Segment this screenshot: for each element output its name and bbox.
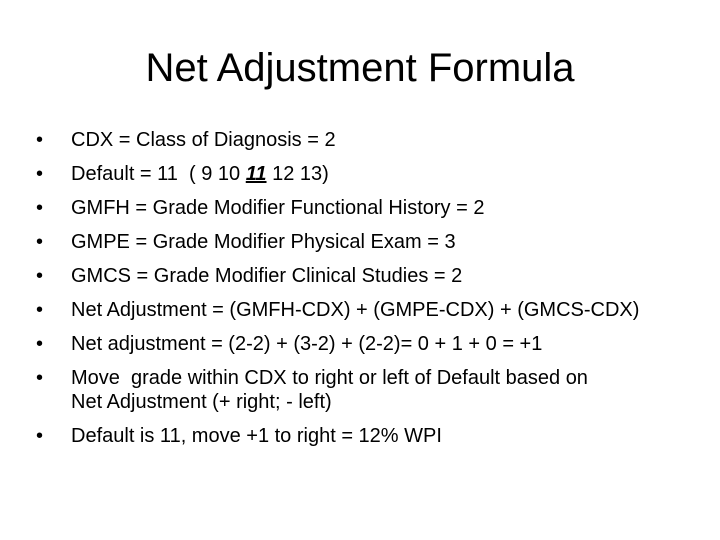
bullet-item-default (36, 162, 696, 186)
bullet-item-net-adjustment-calc (36, 332, 696, 356)
bullet-text (71, 163, 329, 185)
bullet-item-gmfh (36, 196, 696, 220)
bullet-icon: • (36, 265, 44, 287)
bullet-list (36, 128, 696, 458)
bullet-icon: • (36, 163, 44, 185)
bullet-text: Default is 11, move +1 to right = 12% WPI (71, 425, 442, 447)
bullet-icon: • (36, 333, 44, 355)
bullet-item-net-adjustment-formula (36, 298, 696, 322)
bullet-text: CDX = Class of Diagnosis = 2 (71, 129, 336, 151)
bullet-text: Net Adjustment = (GMFH-CDX) + (GMPE-CDX) + (GMCS-CDX) (71, 299, 640, 321)
bullet-icon: • (36, 129, 44, 151)
bullet-icon: • (36, 197, 44, 219)
bullet-item-cdx (36, 128, 696, 152)
bullet-icon: • (36, 299, 44, 321)
bullet-text-pre: Default = 11 ( 9 10 (71, 163, 246, 185)
bullet-item-move-grade (36, 366, 696, 414)
slide-title: Net Adjustment Formula (145, 46, 575, 90)
bullet-text-line1: Move grade within CDX to right or left of Default based on (71, 367, 588, 389)
bullet-text: GMPE = Grade Modifier Physical Exam = 3 (71, 231, 456, 253)
bullet-item-gmpe (36, 230, 696, 254)
bullet-text: GMCS = Grade Modifier Clinical Studies = 2 (71, 265, 463, 287)
bullet-item-gmcs (36, 264, 696, 288)
bullet-text: Net adjustment = (2-2) + (3-2) + (2-2)= 0 + 1 + 0 = +1 (71, 333, 543, 355)
bullet-item-result (36, 424, 696, 448)
bullet-icon: • (36, 367, 44, 389)
bullet-text-line2: Net Adjustment (+ right; - left) (71, 391, 332, 413)
bullet-text: GMFH = Grade Modifier Functional History = 2 (71, 197, 485, 219)
bullet-icon: • (36, 231, 44, 253)
bullet-icon: • (36, 425, 44, 447)
bullet-text-post: 12 13) (266, 163, 329, 185)
highlighted-default-value: 11 (245, 163, 267, 185)
